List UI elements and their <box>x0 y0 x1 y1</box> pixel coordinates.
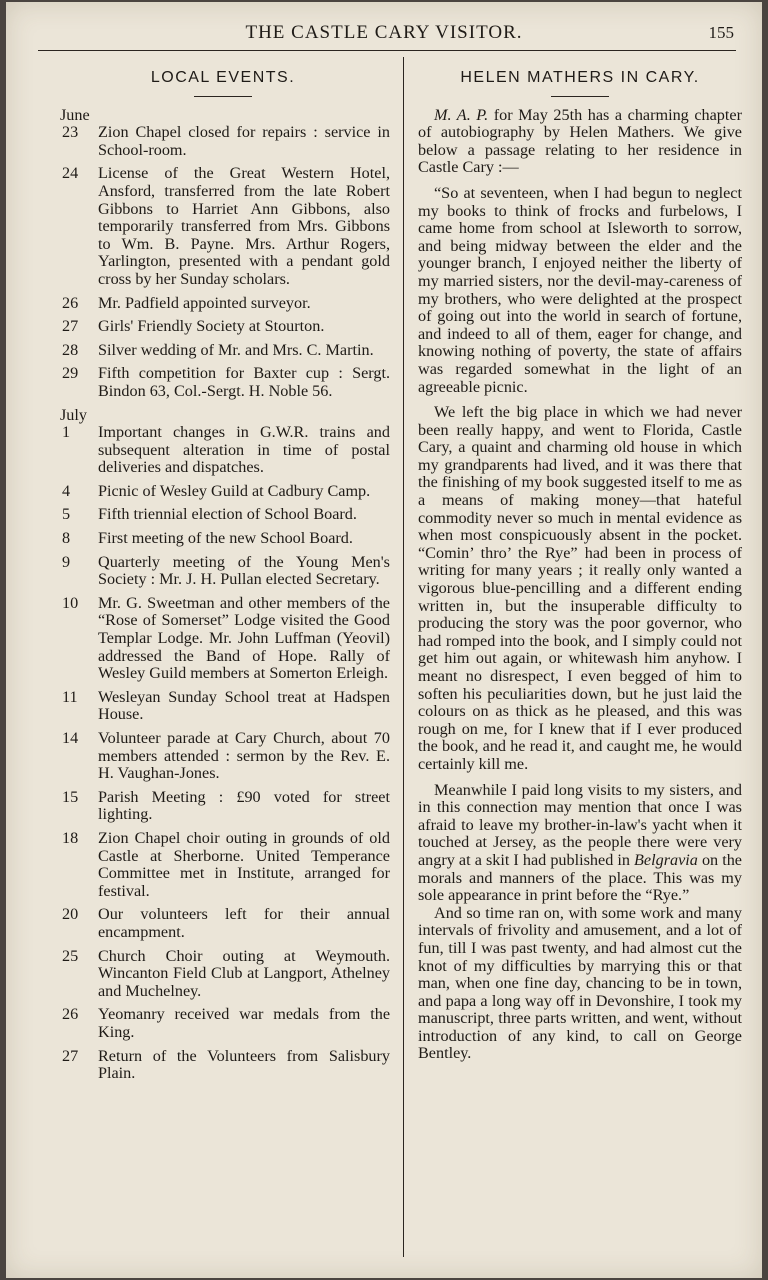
event-text: Wesleyan Sunday School treat at Hadspen House. <box>98 687 390 724</box>
magazine-title: Belgravia <box>634 850 698 869</box>
event-day: 23 <box>62 123 79 142</box>
event-day: 27 <box>62 317 79 336</box>
event-day: 24 <box>62 164 79 183</box>
event-day: 25 <box>62 946 79 965</box>
local-events-heading: LOCAL EVENTS. <box>150 69 296 86</box>
event-text: Church Choir outing at Weymouth. Wincanton Field Club at Langport, Athelney and Muchelney. <box>98 946 390 1000</box>
event-entry <box>56 318 390 336</box>
event-text: Girls' Friendly Society at Stourton. <box>98 317 325 336</box>
event-day: 28 <box>62 340 79 359</box>
event-text: Fifth competition for Baxter cup : Sergt. Bindon 63, Col.-Sergt. H. Noble 56. <box>98 364 390 400</box>
event-day: 10 <box>62 593 79 612</box>
event-text: Silver wedding of Mr. and Mrs. C. Martin. <box>98 340 374 359</box>
article-paragraph: “So at seventeen, when I had begun to neglect my books to think of frocks and furbelows, I came home from school at Isleworth to sorrow, and being midway between the elder and the younger branch, I enjoyed neither the liberty of my married sisters, nor the devil-may-careness of my brothers, who were delighted at the prospect of going out into the world in search of fortune, and indeed to all of them, eager for change, and knowing nothing of poverty, the state of affairs was regarded somewhat in the light of an agreeable picnic. <box>418 183 742 396</box>
event-day: 26 <box>62 1005 79 1024</box>
event-entry <box>56 689 390 724</box>
page-number: 155 <box>708 23 734 42</box>
event-text: Important changes in G.W.R. trains and subsequent alteration in time of postal deliveries and dispatches. <box>98 423 390 477</box>
month-label: July <box>60 405 87 424</box>
events-list <box>56 107 390 1083</box>
event-entry <box>56 342 390 360</box>
article-intro: M. A. P. for May 25th has a charming chapter of autobiography by Helen Mathers. We give below a passage relating to her residence in Castle Cary :— <box>418 105 742 177</box>
event-entry <box>56 789 390 824</box>
event-text: Yeomanry received war medals from the King. <box>98 1005 390 1041</box>
event-entry <box>56 165 390 288</box>
event-day: 15 <box>62 787 79 806</box>
event-entry <box>56 1048 390 1083</box>
event-entry <box>56 948 390 1001</box>
event-day: 5 <box>62 505 71 524</box>
heading-rule <box>551 96 609 97</box>
event-entry <box>56 906 390 941</box>
article-paragraph: And so time ran on, with some work and many intervals of frivolity and amusement, and a lot of fun, till I was past twenty, and had almost cut the knot of my difficulties by marrying this or that man, when one fine day, chancing to be in town, and papa a long way off in Devonshire, I took my manuscript, three parts written, and went, without introduction of any kind, to call on George Bentley. <box>418 903 742 1063</box>
event-text: License of the Great Western Hotel, Ansford, transferred from the late Robert Gibbons to Harriet Ann Gibbons, also temporarily transferred from Mrs. Gibbons to Wm. B. Payne. Mrs. Arthur Rogers, Yarlington, presented with a pendant gold cross by her Sunday scholars. <box>98 164 390 288</box>
event-text: Zion Chapel closed for repairs : service in School-room. <box>98 123 390 159</box>
event-entry <box>56 830 390 900</box>
event-text: Mr. G. Sweetman and other members of the “Rose of Somerset” Lodge visited the Good Templar Lodge. Mr. John Luffman (Yeovil) addressed the Band of Hope. Rally of Wesley Guild members at Somerton Erleigh. <box>98 593 390 683</box>
event-day: 4 <box>62 481 71 500</box>
event-text: Parish Meeting : £90 voted for street lighting. <box>98 787 390 824</box>
event-entry <box>56 1006 390 1041</box>
article-paragraph: We left the big place in which we had never been really happy, and went to Florida, Castle Cary, a quaint and charming old house in which my grandparents had lived, and it was there that the finishing of my book suggested itself to me as a means of making money—that hateful commodity never so much in mental evidence as when most conspicuously absent in the pocket. “Comin’ thro’ the Rye” had been in process of writing for many years ; it really only wanted a vigorous blue-pencilling and a different ending written in, but the insuperable difficulty to producing the story was the poor governor, who had romped into the book, and I simply could not get him out again, or whitewash him anyhow. I meant no disrespect, I even begged of him to soften his peculiarities down, but he just laid the colours on as thick as he pleased, and this was rough on me, for I knew that if I ever produced the book, and he read it, and caught me, he would certainly kill me. <box>418 403 742 773</box>
publication-title: THE CASTLE CARY VISITOR. <box>245 22 523 43</box>
page <box>6 2 762 1278</box>
month-label: June <box>60 105 90 124</box>
event-text: Picnic of Wesley Guild at Cadbury Camp. <box>98 481 371 500</box>
event-text: Our volunteers left for their annual encampment. <box>98 905 390 941</box>
event-text: Quarterly meeting of the Young Men's Society : Mr. J. H. Pullan elected Secretary. <box>98 552 390 589</box>
event-text: Fifth triennial election of School Board. <box>98 505 357 524</box>
article-paragraph: Meanwhile I paid long visits to my sisters, and in this connection may mention that once I was afraid to leave my brother-in-law's yacht when it touched at Jersey, as the people there were very angry at a skit I had published in Belgravia on the morals and manners of the place. This was my sole appearance in print before the “Rye.” <box>418 780 742 905</box>
event-day: 8 <box>62 529 71 548</box>
event-entry <box>56 124 390 159</box>
article-heading: HELEN MATHERS IN CARY. <box>460 69 700 86</box>
event-entry <box>56 424 390 477</box>
event-entry <box>56 554 390 589</box>
event-text: First meeting of the new School Board. <box>98 529 353 548</box>
event-day: 20 <box>62 905 79 924</box>
local-events-column <box>56 62 390 1089</box>
event-text: Volunteer parade at Cary Church, about 70 members attended : sermon by the Rev. E. H. Vaughan-Jones. <box>98 729 390 783</box>
event-day: 1 <box>62 423 71 442</box>
event-text: Zion Chapel choir outing in grounds of old Castle at Sherborne. United Temperance Committee met in Institute, arranged for festival. <box>98 828 390 900</box>
event-day: 14 <box>62 729 79 747</box>
event-entry <box>56 595 390 683</box>
event-entry <box>56 295 390 313</box>
column-divider <box>403 57 404 1257</box>
event-day: 9 <box>62 552 71 571</box>
heading-rule <box>194 96 252 97</box>
event-entry <box>56 530 390 548</box>
article-column <box>418 62 742 1071</box>
event-entry <box>56 506 390 524</box>
event-entry <box>56 365 390 400</box>
event-text: Mr. Padfield appointed surveyor. <box>98 293 311 312</box>
running-header <box>6 20 762 50</box>
event-day: 18 <box>62 828 79 847</box>
event-day: 29 <box>62 364 79 383</box>
event-day: 11 <box>62 687 78 706</box>
event-text: Return of the Volunteers from Salisbury Plain. <box>98 1046 390 1083</box>
event-day: 26 <box>62 293 79 312</box>
header-rule <box>38 50 736 51</box>
event-entry <box>56 730 390 783</box>
event-day: 27 <box>62 1046 79 1065</box>
source-title: M. A. P. <box>434 105 489 124</box>
event-entry <box>56 483 390 501</box>
